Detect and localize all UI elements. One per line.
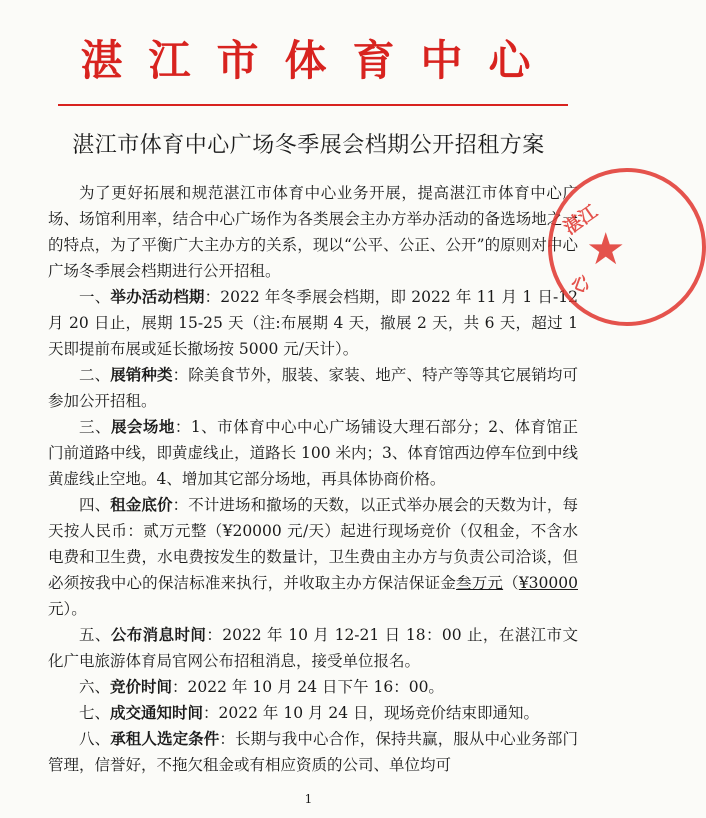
seal-text: 湛江 [560, 201, 602, 240]
section-label: 竞价时间 [110, 677, 173, 696]
section-6 [48, 674, 578, 700]
section-text-paren: （ [503, 574, 519, 592]
section-number: 三、 [79, 418, 111, 436]
deposit-amount-figure: ¥30000 [518, 574, 578, 592]
section-number: 四、 [79, 496, 111, 514]
section-number: 一、 [79, 288, 111, 306]
official-seal-stamp [548, 168, 706, 326]
section-text: ：2022 年 10 月 24 日，现场竞价结束即通知。 [203, 704, 540, 722]
section-1 [48, 284, 578, 362]
seal-text-tail: 心 [568, 271, 593, 298]
section-number: 五、 [79, 626, 111, 644]
section-text: ：2022 年 10 月 24 日下午 16：00。 [172, 678, 444, 696]
section-text: ：长期与我中心合作，保持共赢，服从中心业务部门管理，信誉好，不拖欠租金或有相应资质的公司、单位均可 [48, 730, 578, 774]
section-8 [48, 726, 578, 778]
document-title: 湛江市体育中心广场冬季展会档期公开招租方案 [72, 133, 545, 158]
section-number: 八、 [79, 730, 111, 748]
section-label: 公布消息时间 [110, 625, 207, 644]
section-text-end: 元）。 [48, 600, 87, 618]
section-number: 二、 [79, 366, 111, 384]
section-text: ：2022 年冬季展会档期，即 2022 年 11 月 1 日-12 月 20 日止，展期 15-25 天（注:布展期 4 天，撤展 2 天，共 6 天，超过 1 天即提前布展或延长撤场按 5000 元/天计）。 [48, 288, 578, 358]
section-label: 展会场地 [110, 417, 175, 436]
section-label: 举办活动档期 [110, 287, 205, 306]
letterhead-red-rule [58, 104, 568, 106]
section-label: 展销种类 [110, 365, 173, 384]
section-4 [48, 492, 578, 622]
section-text: ：不计进场和撤场的天数，以正式举办展会的天数为计，每天按人民币：贰万元整（¥20000 元/天）起进行现场竞价（仅租金，不含水电费和卫生费，水电费按发生的数量计，卫生费由主办方与负责公司洽谈，但必须按我中心的保洁标准来执行，并收取主办方保洁保证金 [48, 496, 578, 592]
section-number: 六、 [79, 678, 111, 696]
section-5 [48, 622, 578, 674]
section-text: ：除美食节外，服装、家装、地产、特产等等其它展销均可参加公开招租。 [48, 366, 578, 410]
seal-star-icon: ★ [586, 224, 626, 275]
document-body [48, 180, 578, 778]
section-3 [48, 414, 578, 492]
section-number: 七、 [79, 704, 111, 722]
section-7 [48, 700, 578, 726]
section-text: ：2022 年 10 月 12-21 日 18：00 止，在湛江市文化广电旅游体育局官网公布招租消息，接受单位报名。 [48, 626, 578, 670]
section-label: 承租人选定条件 [110, 729, 220, 748]
section-2 [48, 362, 578, 414]
intro-paragraph: 为了更好拓展和规范湛江市体育中心业务开展，提高湛江市体育中心广场、场馆利用率，结合中心广场作为各类展会主办方举办活动的备选场地之一的特点，为了平衡广大主办方的关系，现以“公平、公正、公开”的原则对中心广场冬季展会档期进行公开招租。 [48, 184, 578, 280]
section-text: ：1、市体育中心中心广场铺设大理石部分；2、体育馆正门前道路中线，即黄虚线止，道路长 100 米内；3、体育馆西边停车位到中线黄虚线止空地。4、增加其它部分场地，再具体协商价格。 [48, 418, 578, 488]
letterhead-org-name: 湛江市体育中心 [80, 36, 557, 85]
deposit-amount-words: 叁万元 [456, 574, 504, 592]
section-label: 租金底价 [110, 495, 173, 514]
section-label: 成交通知时间 [110, 703, 204, 722]
page-number: 1 [304, 792, 313, 806]
